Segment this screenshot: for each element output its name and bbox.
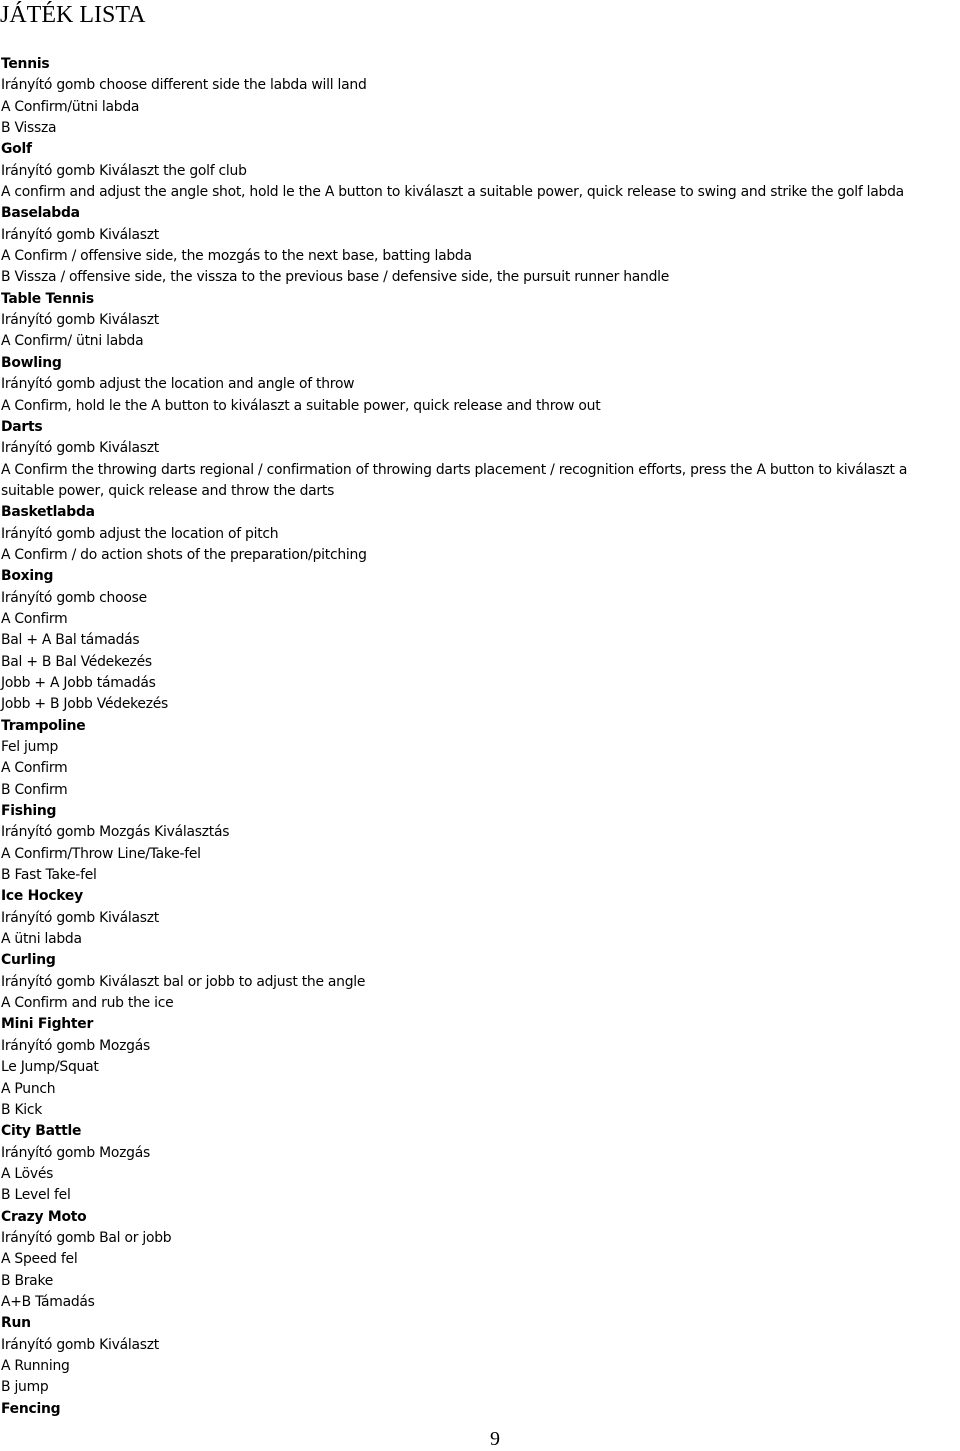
control-line: A+B Támadás: [1, 1293, 95, 1310]
game-name: Darts: [1, 418, 43, 435]
game-name: Run: [1, 1315, 31, 1332]
page-number: 9: [490, 1428, 500, 1450]
control-line: B Brake: [1, 1272, 54, 1289]
control-line: Jobb + A Jobb támadás: [1, 674, 156, 691]
control-line: B Vissza: [1, 120, 57, 137]
control-line: A Lövés: [1, 1165, 54, 1182]
game-section: [1, 139, 959, 203]
control-line: Bal + B Bal Védekezés: [1, 653, 152, 670]
game-list: [1, 54, 959, 1420]
game-section: [1, 950, 959, 1014]
game-section: [1, 886, 959, 950]
control-line: Irányító gomb Mozgás: [1, 1037, 150, 1054]
control-line: Irányító gomb Bal or jobb: [1, 1229, 172, 1246]
control-line: A Confirm / offensive side, the mozgás to the next base, batting labda: [1, 248, 472, 265]
control-line: A Punch: [1, 1080, 56, 1097]
game-name: Crazy Moto: [1, 1208, 87, 1225]
game-section: [1, 502, 959, 566]
control-line: Irányító gomb Kiválaszt: [1, 909, 159, 926]
control-line: Irányító gomb Kiválaszt the golf club: [1, 162, 247, 179]
game-name: Basketlabda: [1, 504, 95, 521]
game-section: [1, 353, 959, 417]
control-line: A Running: [1, 1357, 70, 1374]
game-name: Bowling: [1, 354, 62, 371]
control-line: Irányító gomb Mozgás: [1, 1144, 150, 1161]
game-section: [1, 1399, 959, 1420]
control-line: Irányító gomb choose: [1, 589, 147, 606]
control-line: B jump: [1, 1379, 49, 1396]
page-title: JÁTÉK LISTA: [0, 2, 146, 28]
control-line: B Fast Take-fel: [1, 867, 97, 884]
control-line: Le Jump/Squat: [1, 1059, 99, 1076]
game-section: [1, 566, 959, 715]
control-line: A Confirm: [1, 610, 68, 627]
game-name: Trampoline: [1, 717, 86, 734]
control-line: B Confirm: [1, 781, 68, 798]
game-name: Tennis: [1, 56, 50, 72]
game-name: Mini Fighter: [1, 1016, 94, 1033]
game-name: Table Tennis: [1, 290, 94, 307]
control-line: A Speed fel: [1, 1251, 78, 1268]
control-line: A Confirm/ ütni labda: [1, 333, 144, 350]
game-section: [1, 716, 959, 801]
game-name: Golf: [1, 141, 32, 158]
game-section: [1, 1207, 959, 1314]
game-name: Curling: [1, 952, 56, 969]
control-line: A Confirm the throwing darts regional / confirmation of throwing darts placement / recognition efforts, press the A button to kiválaszt a suitable power, quick release and throw the darts: [1, 461, 908, 499]
game-name: Ice Hockey: [1, 888, 83, 905]
control-line: A Confirm/ütni labda: [1, 98, 140, 115]
control-line: A ütni labda: [1, 931, 82, 948]
game-name: City Battle: [1, 1123, 82, 1140]
control-line: Irányító gomb Kiválaszt bal or jobb to adjust the angle: [1, 973, 366, 990]
game-section: [1, 203, 959, 288]
control-line: A Confirm: [1, 760, 68, 777]
game-section: [1, 417, 959, 502]
control-line: A Confirm, hold le the A button to kiválaszt a suitable power, quick release and throw out: [1, 397, 601, 414]
control-line: Irányító gomb choose different side the labda will land: [1, 77, 367, 94]
control-line: Jobb + B Jobb Védekezés: [1, 696, 169, 713]
control-line: Irányító gomb Kiválaszt: [1, 1336, 159, 1353]
control-line: A Confirm/Throw Line/Take-fel: [1, 845, 201, 862]
game-name: Boxing: [1, 568, 54, 585]
control-line: Irányító gomb Mozgás Kiválasztás: [1, 824, 230, 841]
game-section: [1, 1313, 959, 1398]
game-name: Fishing: [1, 803, 57, 820]
control-line: B Kick: [1, 1101, 43, 1118]
game-name: Baselabda: [1, 205, 80, 222]
game-name: Fencing: [1, 1400, 61, 1417]
control-line: Irányító gomb Kiválaszt: [1, 312, 159, 329]
control-line: Irányító gomb adjust the location of pitch: [1, 525, 279, 542]
control-line: Irányító gomb Kiválaszt: [1, 226, 159, 243]
control-line: B Level fel: [1, 1187, 71, 1204]
game-section: [1, 54, 959, 139]
control-line: A confirm and adjust the angle shot, hold le the A button to kiválaszt a suitable power, quick release to swing and strike the golf labda: [1, 184, 904, 201]
control-line: Bal + A Bal támadás: [1, 632, 140, 649]
control-line: Fel jump: [1, 739, 59, 755]
game-section: [1, 289, 959, 353]
control-line: B Vissza / offensive side, the vissza to the previous base / defensive side, the pursuit runner handle: [1, 269, 670, 286]
control-line: A Confirm and rub the ice: [1, 995, 174, 1012]
control-line: Irányító gomb adjust the location and angle of throw: [1, 376, 355, 393]
game-section: [1, 1014, 959, 1121]
game-section: [1, 801, 959, 886]
control-line: A Confirm / do action shots of the preparation/pitching: [1, 546, 367, 563]
game-section: [1, 1121, 959, 1206]
control-line: Irányító gomb Kiválaszt: [1, 440, 159, 457]
